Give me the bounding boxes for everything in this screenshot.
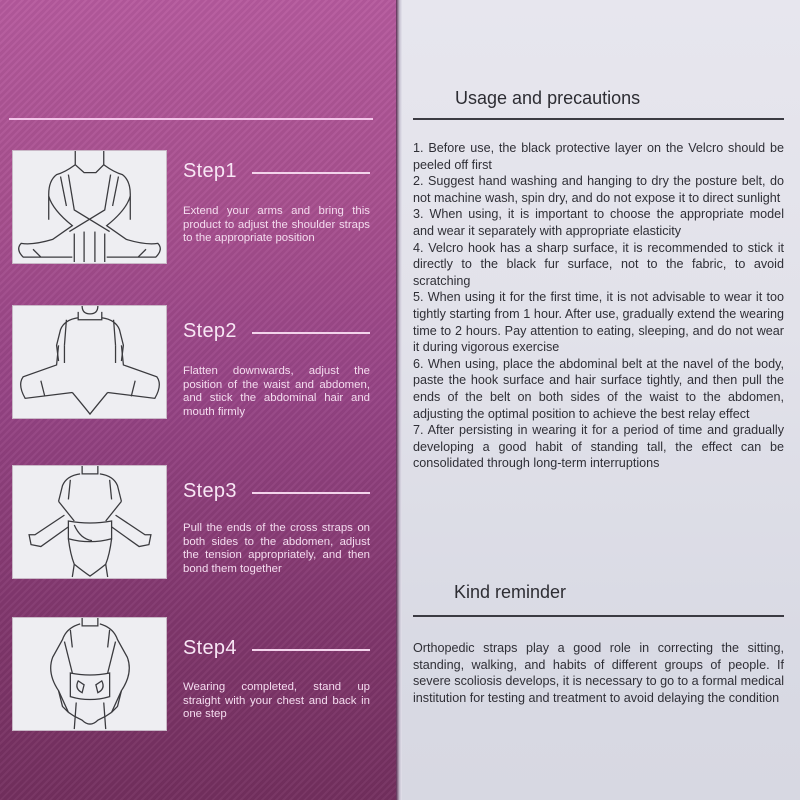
usage-item-7: 7. After persisting in wearing it for a period of time and gradually developing a good habit of standing tall, the effect can be consolidated through long-term interruptions — [413, 423, 784, 471]
usage-item-4: 4. Velcro hook has a sharp surface, it is recommended to stick it directly to the black fur surface, not to the fabric, to avoid scratching — [413, 240, 784, 288]
seated-figure-icon — [13, 151, 166, 263]
top-divider — [9, 118, 373, 120]
step-1-title-rule — [252, 172, 370, 174]
reminder-title: Kind reminder — [454, 582, 567, 602]
usage-item-5: 5. When using it for the first time, it is not advisable to wear it too tightly starting from 1 hour. After use, gradually extend the wearing time to 2 hours. Pay attention to eating, sleeping, and do not wear it during vigorous exercise — [413, 290, 784, 355]
step-2-title: Step2 — [183, 320, 237, 342]
step-2-title-rule — [252, 332, 370, 334]
step-4-illustration — [12, 617, 167, 731]
instructions-panel — [402, 0, 800, 800]
step-1-title: Step1 — [183, 160, 237, 182]
standing-figure-icon — [13, 618, 166, 730]
belt-extended-figure-icon — [13, 306, 166, 418]
usage-item-3: 3. When using, it is important to choose the appropriate model and wear it separately with appropriate elasticity — [413, 207, 784, 238]
step-3-illustration — [12, 465, 167, 579]
step-3-title-rule — [252, 492, 370, 494]
reminder-paragraph: Orthopedic straps play a good role in correcting the sitting, standing, walking, and habits of different groups of people. If severe scoliosis develops, it is necessary to go to a formal medical institution for testing and treatment to avoid delaying the condition — [413, 641, 784, 705]
step-2-description: Flatten downwards, adjust the position of the waist and abdomen, and stick the abdominal hair and mouth firmly — [183, 365, 370, 418]
step-4-title-rule — [252, 649, 370, 651]
step-3-description: Pull the ends of the cross straps on both sides to the abdomen, adjust the tension appropriately, and then bond them together — [183, 522, 370, 575]
reminder-title-rule — [413, 615, 784, 617]
usage-list — [413, 140, 784, 472]
step-4-description: Wearing completed, stand up straight with your chest and back in one step — [183, 681, 370, 721]
step-1-illustration — [12, 150, 167, 264]
pulling-straps-figure-icon — [13, 466, 166, 578]
reminder-text — [413, 640, 784, 706]
step-4-title: Step4 — [183, 637, 237, 659]
step-2-illustration — [12, 305, 167, 419]
usage-item-6: 6. When using, place the abdominal belt at the navel of the body, paste the hook surface and hair surface tightly, and then pull the ends of the belt on both sides of the waist to the abdomen, adjusting the optimal position to achieve the best relay effect — [413, 356, 784, 421]
usage-title: Usage and precautions — [455, 88, 641, 108]
usage-item-1: 1. Before use, the black protective layer on the Velcro should be peeled off first — [413, 141, 784, 172]
usage-item-2: 2. Suggest hand washing and hanging to dry the posture belt, do not machine wash, spin dry, and do not expose it to direct sunlight — [413, 174, 784, 205]
steps-panel — [0, 0, 396, 800]
usage-title-rule — [413, 118, 784, 120]
step-3-title: Step3 — [183, 480, 237, 502]
step-1-description: Extend your arms and bring this product to adjust the shoulder straps to the appropriate position — [183, 205, 370, 245]
